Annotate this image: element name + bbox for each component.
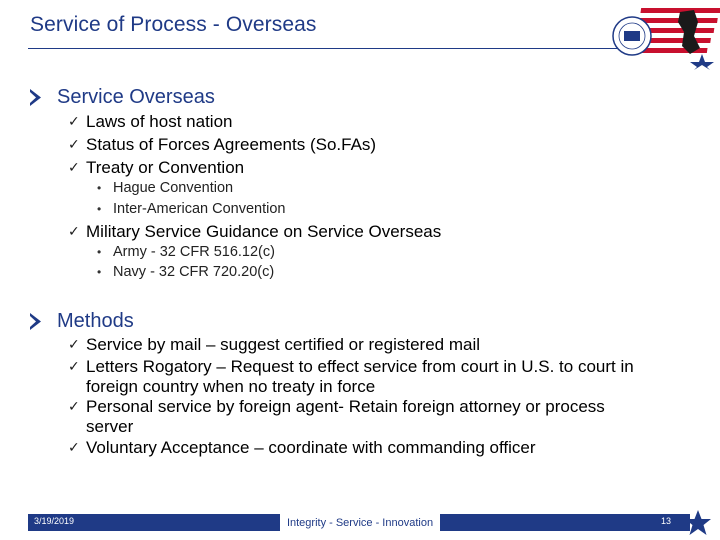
dot-bullet-icon: • (97, 202, 102, 216)
footer-motto: Integrity - Service - Innovation (280, 514, 440, 531)
checkmark-icon: ✓ (68, 224, 80, 240)
checkmark-icon: ✓ (68, 399, 80, 415)
page-number: 13 (661, 516, 672, 526)
title-divider (28, 48, 690, 49)
list-item-text: Military Service Guidance on Service Overseas (86, 222, 442, 241)
sub-list-item-text: Army - 32 CFR 516.12(c) (113, 244, 275, 260)
dot-bullet-icon: • (97, 245, 102, 259)
list-item-text: Service by mail – suggest certified or registered mail (86, 335, 480, 354)
star-icon (684, 509, 712, 537)
list-item (68, 357, 680, 397)
dot-bullet-icon: • (97, 181, 102, 195)
sub-list-item-text: Inter-American Convention (113, 201, 286, 217)
checkmark-icon: ✓ (68, 337, 80, 353)
list-item-text: Letters Rogatory – Request to effect service from court in U.S. to court in foreign country when no treaty in force (86, 357, 634, 396)
list-item (68, 397, 646, 437)
list-item-text: Status of Forces Agreements (So.FAs) (86, 135, 377, 154)
sub-list-item-text: Navy - 32 CFR 720.20(c) (113, 264, 275, 280)
list-item (68, 222, 686, 242)
checkmark-icon: ✓ (68, 114, 80, 130)
sub-list-item (97, 201, 285, 217)
sub-list-item (97, 180, 233, 196)
list-item (68, 135, 686, 155)
checkmark-icon: ✓ (68, 160, 80, 176)
section-heading-text: Methods (57, 310, 134, 332)
list-item (68, 158, 686, 178)
checkmark-icon: ✓ (68, 137, 80, 153)
list-item-text: Voluntary Acceptance – coordinate with commanding officer (86, 438, 536, 457)
triangle-bullet-icon (30, 89, 41, 106)
sub-list-item (97, 244, 275, 260)
dot-bullet-icon: • (97, 265, 102, 279)
section-heading-text: Service Overseas (57, 86, 215, 108)
list-item-text: Treaty or Convention (86, 158, 245, 177)
flag-seal-logo (602, 2, 720, 70)
section-heading-service-overseas (30, 86, 215, 109)
slide-title: Service of Process - Overseas (30, 13, 317, 36)
triangle-bullet-icon (30, 313, 41, 330)
sub-list-item (97, 264, 274, 280)
list-item-text: Laws of host nation (86, 112, 233, 131)
list-item (68, 112, 686, 132)
list-item-text: Personal service by foreign agent- Retain foreign attorney or process server (86, 397, 605, 436)
section-heading-methods (30, 310, 134, 333)
checkmark-icon: ✓ (68, 440, 80, 456)
list-item (68, 438, 686, 458)
footer-date: 3/19/2019 (34, 516, 75, 526)
sub-list-item-text: Hague Convention (113, 180, 234, 196)
list-item (68, 335, 686, 355)
checkmark-icon: ✓ (68, 359, 80, 375)
